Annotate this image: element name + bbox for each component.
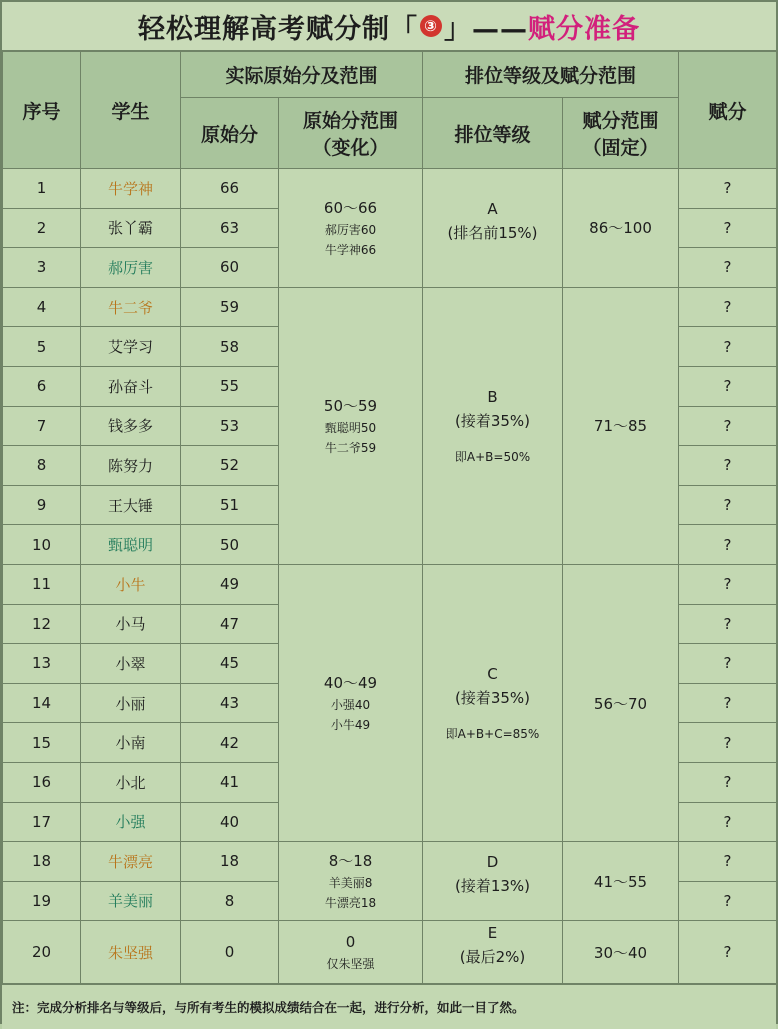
student-name: 朱坚强 bbox=[81, 921, 181, 984]
header-fixed: 赋分范围 （固定） bbox=[563, 98, 679, 169]
grade-cell bbox=[423, 287, 563, 564]
row-number: 11 bbox=[3, 564, 81, 604]
assigned-score: ? bbox=[679, 644, 777, 684]
raw-score: 51 bbox=[181, 485, 279, 525]
row-number: 15 bbox=[3, 723, 81, 763]
student-name: 艾学习 bbox=[81, 327, 181, 367]
title-text: 轻松理解高考赋分制「 bbox=[138, 13, 418, 45]
range-high: 牛二爷59 bbox=[324, 440, 377, 455]
row-number: 18 bbox=[3, 842, 81, 882]
range-low: 羊美丽8 bbox=[328, 876, 373, 891]
student-name: 小北 bbox=[81, 762, 181, 802]
header-grade: 排位等级 bbox=[423, 98, 563, 169]
range-low: 小强40 bbox=[330, 698, 371, 713]
assigned-score: ? bbox=[679, 327, 777, 367]
raw-range: 50～59 bbox=[323, 396, 378, 415]
score-table bbox=[2, 51, 777, 984]
assigned-score: ? bbox=[679, 921, 777, 984]
grade-desc: (接着13%) bbox=[454, 877, 531, 896]
raw-score: 45 bbox=[181, 644, 279, 684]
assigned-score: ? bbox=[679, 406, 777, 446]
assigned-score: ? bbox=[679, 287, 777, 327]
header-range: 原始分范围 （变化） bbox=[279, 98, 423, 169]
raw-score: 0 bbox=[181, 921, 279, 984]
range-low: 仅朱坚强 bbox=[326, 957, 375, 972]
assigned-score: ? bbox=[679, 842, 777, 882]
grade-desc: (接着35%) bbox=[454, 689, 531, 708]
raw-range-cell bbox=[279, 842, 423, 921]
table-row bbox=[3, 921, 777, 984]
assigned-score: ? bbox=[679, 762, 777, 802]
row-number: 12 bbox=[3, 604, 81, 644]
grade-cell bbox=[423, 842, 563, 921]
row-number: 10 bbox=[3, 525, 81, 565]
range-low: 郝厉害60 bbox=[324, 222, 377, 237]
student-name: 小牛 bbox=[81, 564, 181, 604]
footnote: 注：完成分析排名与等级后，与所有考生的模拟成绩结合在一起，进行分析，如此一目了然。 bbox=[2, 984, 776, 1029]
header-raw: 原始分 bbox=[181, 98, 279, 169]
assigned-score: ? bbox=[679, 604, 777, 644]
raw-range: 0 bbox=[345, 933, 356, 952]
raw-score: 63 bbox=[181, 208, 279, 248]
student-name: 钱多多 bbox=[81, 406, 181, 446]
page-title bbox=[2, 2, 776, 51]
row-number: 8 bbox=[3, 446, 81, 486]
raw-range-cell bbox=[279, 564, 423, 841]
row-number: 2 bbox=[3, 208, 81, 248]
grade-cell bbox=[423, 169, 563, 288]
grade-cumulative: 即A+B+C=85% bbox=[445, 727, 540, 742]
student-name: 小南 bbox=[81, 723, 181, 763]
row-number: 4 bbox=[3, 287, 81, 327]
row-number: 6 bbox=[3, 366, 81, 406]
student-name: 张丫霸 bbox=[81, 208, 181, 248]
raw-score: 55 bbox=[181, 366, 279, 406]
raw-score: 66 bbox=[181, 169, 279, 209]
raw-score: 40 bbox=[181, 802, 279, 842]
raw-range-cell bbox=[279, 921, 423, 984]
grade-letter: A bbox=[487, 199, 498, 218]
assigned-score: ? bbox=[679, 881, 777, 921]
row-number: 16 bbox=[3, 762, 81, 802]
raw-score: 50 bbox=[181, 525, 279, 565]
raw-score: 53 bbox=[181, 406, 279, 446]
student-name: 小强 bbox=[81, 802, 181, 842]
student-name: 羊美丽 bbox=[81, 881, 181, 921]
assigned-score: ? bbox=[679, 683, 777, 723]
student-name: 王大锤 bbox=[81, 485, 181, 525]
row-number: 13 bbox=[3, 644, 81, 684]
raw-score: 43 bbox=[181, 683, 279, 723]
student-name: 陈努力 bbox=[81, 446, 181, 486]
assigned-score: ? bbox=[679, 366, 777, 406]
raw-score: 58 bbox=[181, 327, 279, 367]
raw-range: 8～18 bbox=[328, 852, 373, 871]
assigned-score: ? bbox=[679, 564, 777, 604]
header-group-raw: 实际原始分及范围 bbox=[181, 52, 423, 98]
assigned-score: ? bbox=[679, 208, 777, 248]
row-number: 3 bbox=[3, 248, 81, 288]
title-accent: 赋分准备 bbox=[528, 13, 640, 45]
raw-score: 52 bbox=[181, 446, 279, 486]
header-seq: 序号 bbox=[3, 52, 81, 169]
fixed-range: 30～40 bbox=[563, 921, 679, 984]
raw-range-cell bbox=[279, 287, 423, 564]
table-row bbox=[3, 287, 777, 327]
table-row bbox=[3, 842, 777, 882]
grade-desc: (排名前15%) bbox=[447, 223, 538, 242]
student-name: 小丽 bbox=[81, 683, 181, 723]
student-name: 小马 bbox=[81, 604, 181, 644]
row-number: 17 bbox=[3, 802, 81, 842]
grade-letter: B bbox=[487, 387, 498, 406]
assigned-score: ? bbox=[679, 802, 777, 842]
grade-cell bbox=[423, 921, 563, 984]
student-name: 牛二爷 bbox=[81, 287, 181, 327]
header-student: 学生 bbox=[81, 52, 181, 169]
range-high: 牛学神66 bbox=[324, 242, 377, 257]
row-number: 14 bbox=[3, 683, 81, 723]
title-dash: 」—— bbox=[444, 13, 528, 45]
assigned-score: ? bbox=[679, 723, 777, 763]
fixed-range: 71～85 bbox=[563, 287, 679, 564]
row-number: 5 bbox=[3, 327, 81, 367]
title-number-badge: ③ bbox=[420, 15, 442, 37]
range-low: 甄聪明50 bbox=[324, 420, 377, 435]
raw-score: 42 bbox=[181, 723, 279, 763]
raw-score: 59 bbox=[181, 287, 279, 327]
raw-score: 49 bbox=[181, 564, 279, 604]
row-number: 1 bbox=[3, 169, 81, 209]
grade-desc: (最后2%) bbox=[459, 948, 526, 967]
raw-score: 41 bbox=[181, 762, 279, 802]
fixed-range: 56～70 bbox=[563, 564, 679, 841]
table-row bbox=[3, 169, 777, 209]
raw-score: 8 bbox=[181, 881, 279, 921]
grade-letter: D bbox=[486, 853, 499, 872]
row-number: 19 bbox=[3, 881, 81, 921]
header-assigned: 赋分 bbox=[679, 52, 777, 169]
student-name: 甄聪明 bbox=[81, 525, 181, 565]
raw-score: 47 bbox=[181, 604, 279, 644]
raw-score: 60 bbox=[181, 248, 279, 288]
fixed-range: 41～55 bbox=[563, 842, 679, 921]
assigned-score: ? bbox=[679, 525, 777, 565]
assigned-score: ? bbox=[679, 248, 777, 288]
table-row bbox=[3, 564, 777, 604]
grade-desc: (接着35%) bbox=[454, 411, 531, 430]
grade-letter: C bbox=[487, 665, 498, 684]
range-high: 小牛49 bbox=[330, 718, 371, 733]
student-name: 牛漂亮 bbox=[81, 842, 181, 882]
row-number: 7 bbox=[3, 406, 81, 446]
assigned-score: ? bbox=[679, 169, 777, 209]
row-number: 9 bbox=[3, 485, 81, 525]
raw-range: 40～49 bbox=[323, 674, 378, 693]
assigned-score: ? bbox=[679, 485, 777, 525]
student-name: 小翠 bbox=[81, 644, 181, 684]
raw-score: 18 bbox=[181, 842, 279, 882]
student-name: 孙奋斗 bbox=[81, 366, 181, 406]
student-name: 牛学神 bbox=[81, 169, 181, 209]
grade-letter: E bbox=[487, 924, 498, 943]
student-name: 郝厉害 bbox=[81, 248, 181, 288]
raw-range: 60～66 bbox=[323, 198, 378, 217]
grade-cell bbox=[423, 564, 563, 841]
grade-cumulative: 即A+B=50% bbox=[454, 449, 531, 464]
raw-range-cell bbox=[279, 169, 423, 288]
header-group-grade: 排位等级及赋分范围 bbox=[423, 52, 679, 98]
row-number: 20 bbox=[3, 921, 81, 984]
fixed-range: 86～100 bbox=[563, 169, 679, 288]
assigned-score: ? bbox=[679, 446, 777, 486]
range-high: 牛漂亮18 bbox=[324, 896, 377, 911]
